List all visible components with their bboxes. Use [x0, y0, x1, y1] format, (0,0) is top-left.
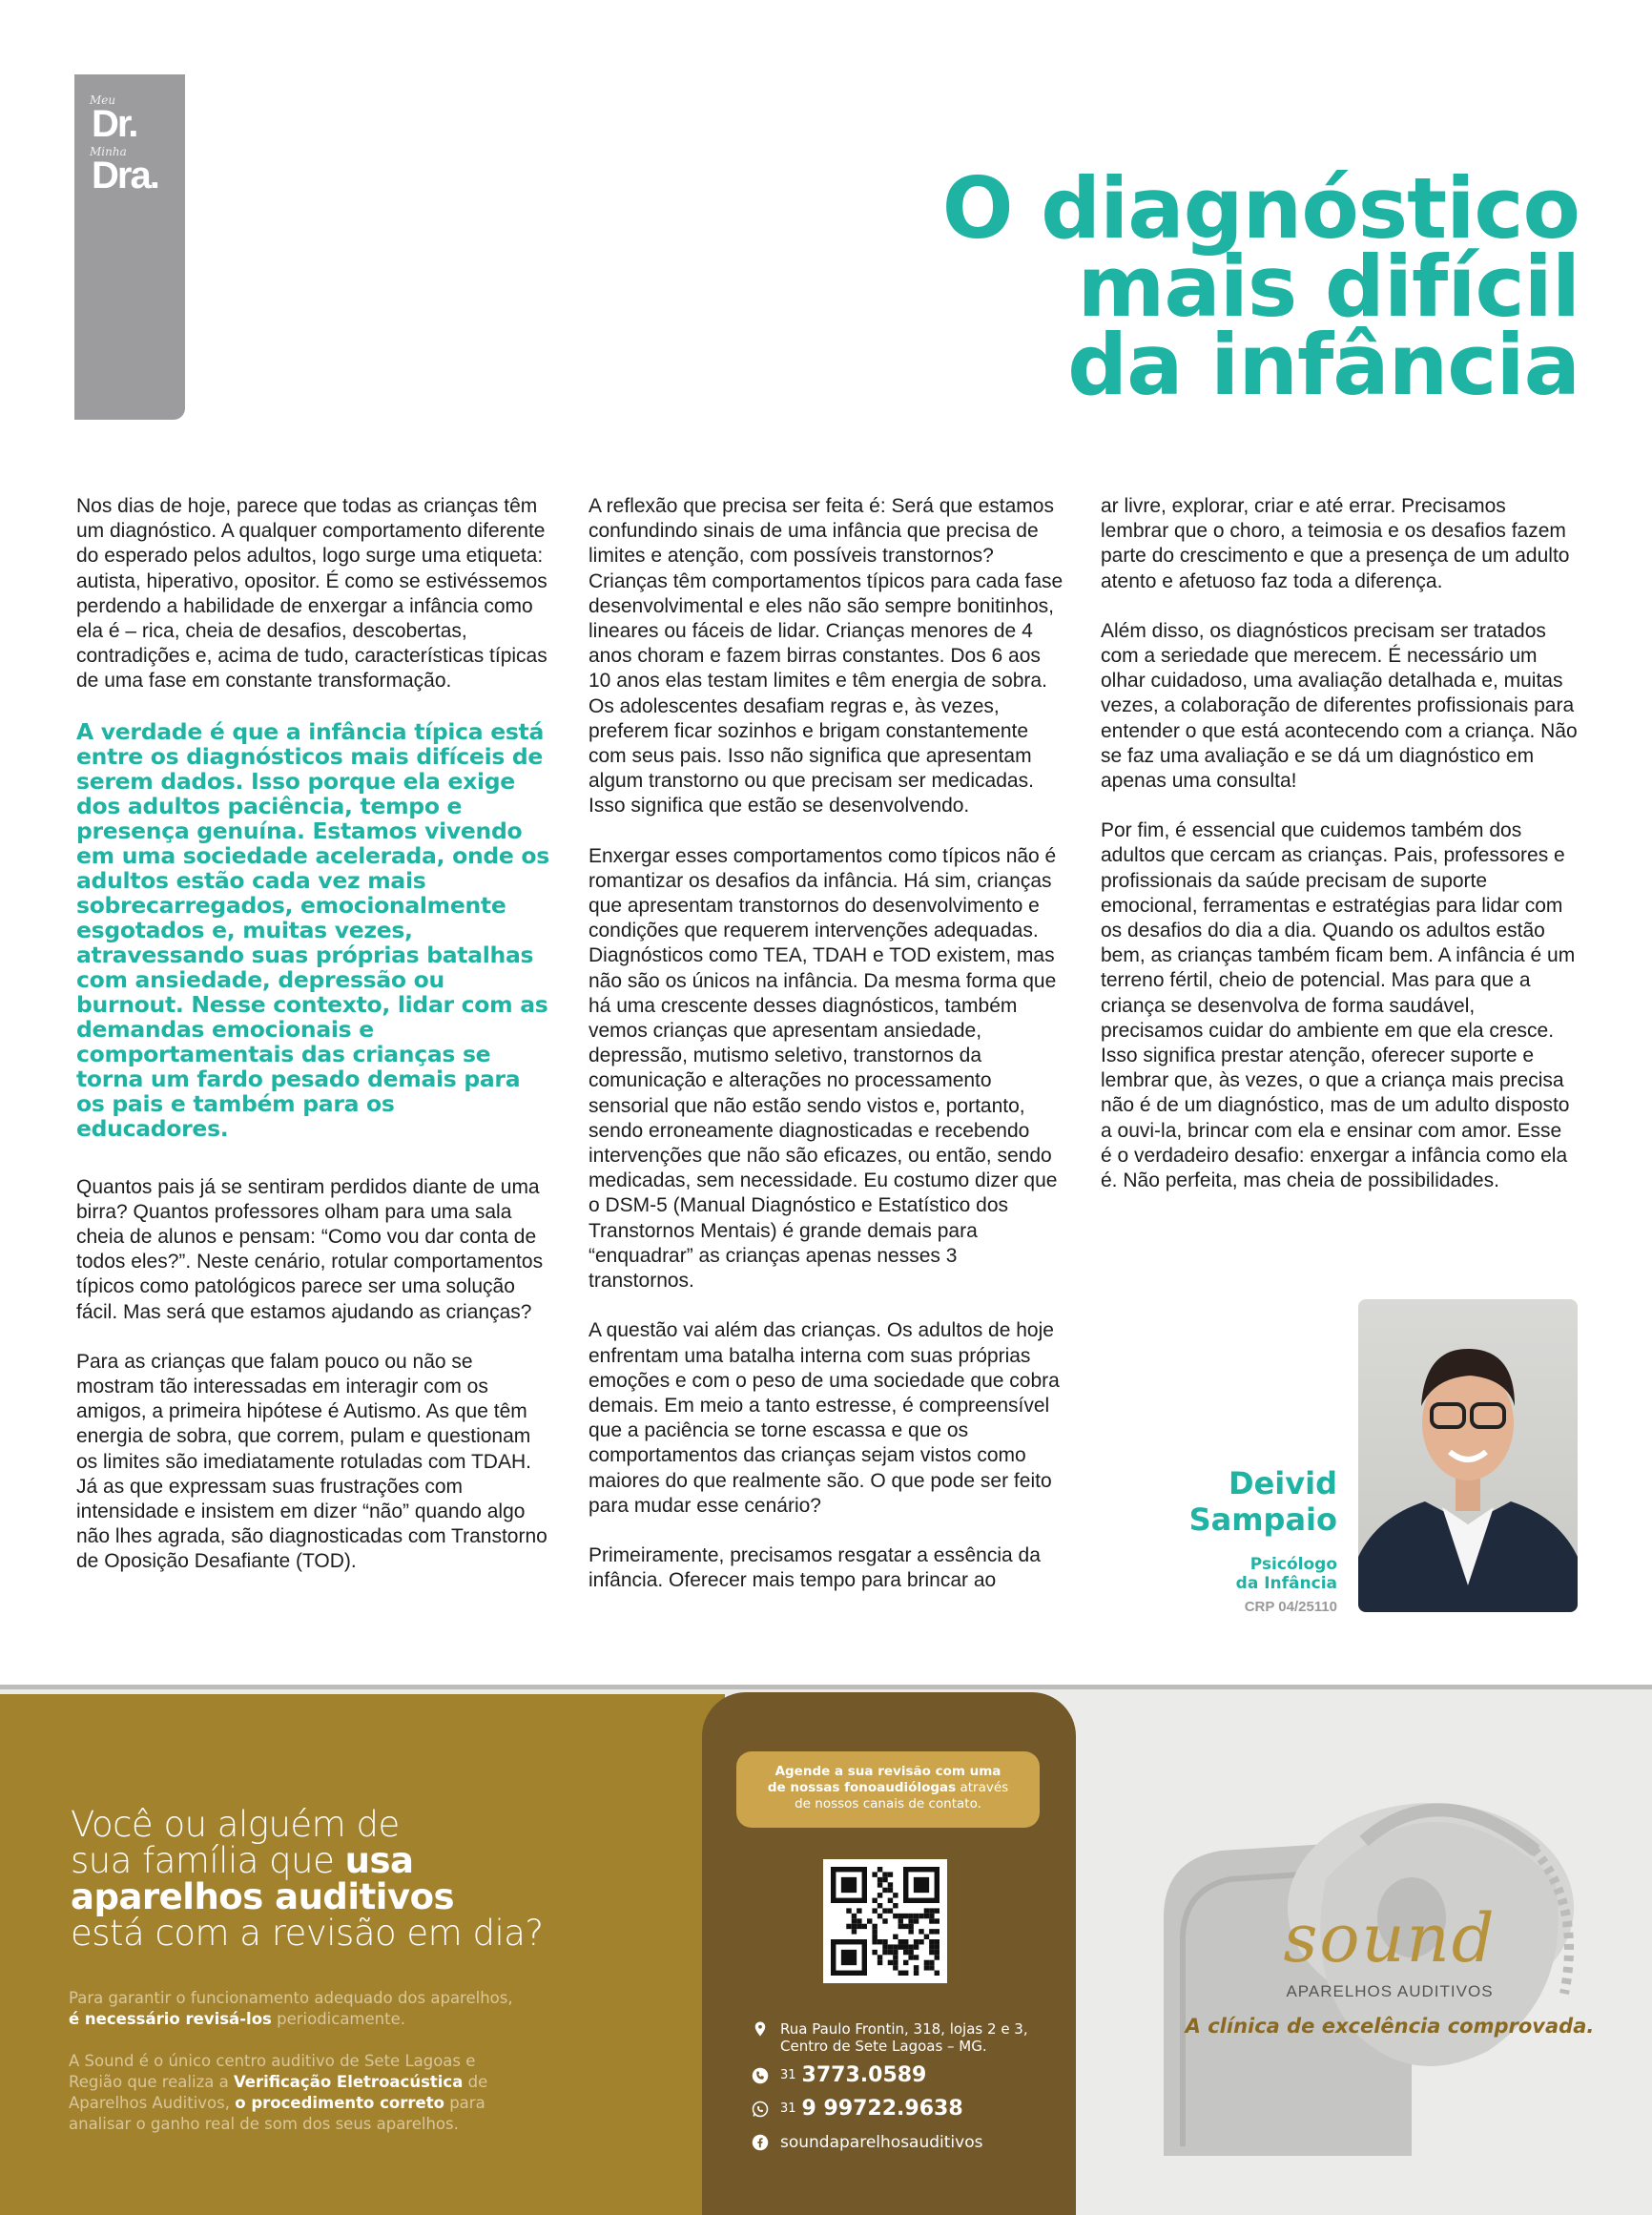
- ad-headline-line-3: [71, 1876, 544, 1917]
- address-line-1: Rua Paulo Frontin, 318, lojas 2 e 3,: [780, 2020, 1028, 2038]
- page-title: [941, 159, 1580, 414]
- author-role: [1236, 1555, 1337, 1593]
- ad-text: Região que realiza a: [69, 2073, 234, 2091]
- title-line-3: da infância: [1067, 316, 1580, 414]
- ad-text: [69, 2072, 487, 2093]
- whatsapp-ddd: 31: [780, 2101, 796, 2116]
- ad-text: [69, 2093, 487, 2114]
- article-paragraph: Por fim, é essencial que cuidemos também dos adultos que cercam as crianças. Pais, professores e profissionais da saúde precisam de suporte emocional, ferramentas e estratégias para lidar com os desafios do dia a dia. Quando os adultos estão bem, as crianças também ficam bem. A infância é um terreno fértil, cheio de potencial. Mas para que a criança se desenvolva de forma saudável, precisamos cuidar do ambiente em que ela cresce. Isso significa prestar atenção, oferecer suporte e lembrar que, às vezes, o que a criança mais precisa não é de um diagnóstico, mas de um adulto disposto a ouvi-la, brincar com ela e ensinar com amor. Esse é o verdadeiro desafio: enxergar a infância como ela é. Não perfeita, mas cheia de possibilidades.: [1101, 819, 1576, 1192]
- ad-text: de: [463, 2073, 488, 2091]
- phone-ddd: 31: [780, 2068, 796, 2082]
- address: [752, 2020, 1028, 2055]
- article-column-2: [589, 494, 1065, 1618]
- article-paragraph: Enxergar esses comportamentos como típicos não é romantizar os desafios da infância. Há sim, crianças que apresentam transtornos do desenvolvimento e condições que requerem intervenções adequadas. Diagnósticos como TEA, TDAH e TOD existem, mas não são os únicos na infância. Da mesma forma que há uma crescente desses diagnósticos, também vemos crianças que apresentam ansiedade, depressão, mutismo seletivo, transtornos da comunicação e alterações no processamento sensorial que não estão sendo vistos e, portanto, sendo erroneamente diagnosticadas e recebendo intervenções que não são eficazes, ou então, sendo medicadas, sem necessidade. Eu costumo dizer que o DSM-5 (Manual Diagnóstico e Estatístico dos Transtornos Mentais) é grande demais para “enquadrar” as crianças apenas nesses 3 transtornos.: [589, 844, 1058, 1293]
- pill-text: Agende a sua revisão com uma: [774, 1764, 1002, 1779]
- author-last-name: Sampaio: [1188, 1501, 1337, 1538]
- magazine-section-tab: [74, 74, 185, 420]
- facebook-icon: [752, 2134, 769, 2151]
- article-column-1: [76, 494, 553, 1600]
- author-role-line-1: Psicólogo: [1249, 1555, 1337, 1574]
- article-paragraph: Primeiramente, precisamos resgatar a essência da infância. Oferecer mais tempo para brincar ao: [589, 1543, 1041, 1592]
- ad-paragraph-1: [69, 1988, 513, 2030]
- sound-logo-word: sound: [1283, 1899, 1497, 1977]
- whatsapp-number: 9 99722.9638: [801, 2097, 963, 2121]
- whatsapp-icon: [752, 2101, 769, 2118]
- tab-minha-label: Minha: [90, 145, 127, 158]
- ad-text: Para garantir o funcionamento adequado dos aparelhos,: [69, 1989, 513, 2007]
- social-handle: soundaparelhosauditivos: [780, 2133, 983, 2152]
- ad-text-bold: é necessário revisá-los: [69, 2010, 272, 2028]
- ad-text: para: [444, 2094, 485, 2112]
- article-paragraph: Além disso, os diagnósticos precisam ser tratados com a seriedade que merecem. É necessário um olhar cuidadoso, uma avaliação detalhada e, muitas vezes, a colaboração de diferentes profissionais para entender o que está acontecendo com a criança. Não se faz uma avaliação e se dá um diagnóstico em apenas uma consulta!: [1101, 619, 1578, 793]
- phone-contact[interactable]: [752, 2063, 926, 2087]
- sound-logo-subtitle: APARELHOS AUDITIVOS: [1286, 1982, 1494, 2000]
- ad-contact-panel: [702, 1692, 1076, 2215]
- author-crp: CRP 04/25110: [1244, 1599, 1337, 1615]
- ad-text: Aparelhos Auditivos,: [69, 2094, 236, 2112]
- ad-paragraph-2: [69, 2051, 487, 2135]
- location-pin-icon: [752, 2020, 769, 2038]
- author-role-line-2: da Infância: [1235, 1574, 1337, 1593]
- ad-text: analisar o ganho real de som dos seus aparelhos.: [69, 2115, 459, 2133]
- qr-code[interactable]: [823, 1859, 947, 1983]
- ad-headline: [71, 1804, 544, 1954]
- tab-dr-label: Dr.: [92, 103, 137, 145]
- pill-text: de nossos canais de contato.: [795, 1796, 981, 1811]
- article-paragraph: Para as crianças que falam pouco ou não se mostram tão interessadas em interagir com os amigos, a primeira hipótese é Autismo. As que têm energia de sobra, que correm, pulam e questionam os limites são imediatamente rotuladas com TDAH. Já as que expressam suas frustrações com intensidade e insistem em dizer “não” quando algo não lhes agrada, são diagnosticadas com Transtorno de Oposição Desafiante (TOD).: [76, 1350, 547, 1573]
- qr-code-pattern: [831, 1867, 940, 1976]
- ad-headline-bold: usa: [344, 1840, 414, 1881]
- pill-text: através: [956, 1780, 1009, 1795]
- whatsapp-contact[interactable]: [752, 2097, 963, 2121]
- sound-logo: [1166, 1899, 1614, 2038]
- social-contact[interactable]: [752, 2133, 982, 2152]
- author-first-name: Deivid: [1229, 1465, 1337, 1501]
- title-line-2: mais difícil: [1077, 238, 1580, 336]
- pill-text-bold: de nossas fonoaudiólogas: [767, 1780, 957, 1795]
- article-paragraph: ar livre, explorar, criar e até errar. Precisamos lembrar que o choro, a teimosia e os desafios fazem parte do crescimento e que a presença de um adulto atento e afetuoso faz toda a diferença.: [1101, 495, 1570, 592]
- article-paragraph: A questão vai além das crianças. Os adultos de hoje enfrentam uma batalha interna com suas próprias emoções e com o peso de uma sociedade que cobra demais. Em meio a tanto estresse, é compreensível que a paciência se torne escassa e que os comportamentos das crianças sejam vistos como maiores do que realmente são. O que pode ser feito para mudar esse cenário?: [589, 1319, 1060, 1517]
- ad-text-bold: Verificação Eletroacústica: [233, 2073, 464, 2091]
- title-line-1: O diagnóstico: [941, 159, 1580, 258]
- ad-left-panel: [0, 1694, 725, 2215]
- article-paragraph: Quantos pais já se sentiram perdidos diante de uma birra? Quantos professores olham para uma sala cheia de alunos e pensam: “Como vou dar conta de todos eles?”. Neste cenário, rotular comportamentos típicos como patológicos parece ser uma solução fácil. Mas será que estamos ajudando as crianças?: [76, 1175, 544, 1323]
- ad-headline-line-4: está com a revisão em dia?: [71, 1913, 544, 1954]
- ad-text-bold: o procedimento correto: [235, 2094, 444, 2112]
- author-photo: [1358, 1299, 1578, 1612]
- ad-headline-bold: aparelhos auditivos: [71, 1876, 455, 1917]
- tab-dra-label: Dra.: [92, 155, 158, 197]
- pull-quote: A verdade é que a infância típica está entre os diagnósticos mais difíceis de serem dados. Isso porque ela exige dos adultos paciência, tempo e presença genuína. Estamos vivendo em uma sociedade acelerada, onde os adultos estão cada vez mais sobrecarregados, emocionalmente esgotados e, muitas vezes, atravessando suas próprias batalhas com ansiedade, depressão ou burnout. Nesse contexto, lidar com as demandas emocionais e comportamentais das crianças se torna um fardo pesado demais para os pais e também para os educadores.: [76, 717, 549, 1142]
- ad-headline-line-2: [71, 1840, 544, 1881]
- article-paragraph: A reflexão que precisa ser feita é: Será que estamos confundindo sinais de uma infância que precisa de limites e atenção, com possíveis transtornos? Crianças têm comportamentos típicos para cada fase desenvolvimental e eles não são sempre bonitinhos, lineares ou fáceis de lidar. Crianças menores de 4 anos choram e fazem birras constantes. Dos 6 aos 10 anos elas testam limites e têm energia de sobra. Os adolescentes desafiam regras e, às vezes, preferem ficar sozinhos e brigam constantemente com seus pais. Isso não significa que apresentam algum transtorno ou que precisam ser medicadas. Isso significa que estão se desenvolvendo.: [589, 495, 1063, 818]
- ad-headline-line-1: Você ou alguém de: [71, 1804, 400, 1845]
- ad-headline-text: sua família que: [71, 1840, 345, 1881]
- pill-text: [736, 1780, 1040, 1796]
- schedule-pill: [736, 1751, 1040, 1828]
- phone-icon: [752, 2067, 769, 2084]
- author-name: [1189, 1465, 1337, 1538]
- phone-number: 3773.0589: [801, 2063, 927, 2087]
- ad-text: periodicamente.: [271, 2010, 405, 2028]
- address-line-2: Centro de Sete Lagoas – MG.: [780, 2038, 987, 2055]
- article-column-3: [1101, 494, 1578, 1218]
- tab-meu-label: Meu: [90, 93, 116, 107]
- ad-text: [69, 2009, 513, 2030]
- sound-tagline: A clínica de excelência comprovada.: [1185, 2015, 1595, 2038]
- article-paragraph: Nos dias de hoje, parece que todas as crianças têm um diagnóstico. A qualquer comportamento diferente do esperado pelos adultos, logo surge uma etiqueta: autista, hiperativo, opositor. É como se estivéssemos perdendo a habilidade de enxergar a infância como ela é – rica, cheia de desafios, descobertas, contradições e, acima de tudo, características típicas de uma fase em constante transformação.: [76, 495, 547, 693]
- ad-text: A Sound é o único centro auditivo de Sete Lagoas e: [69, 2052, 476, 2070]
